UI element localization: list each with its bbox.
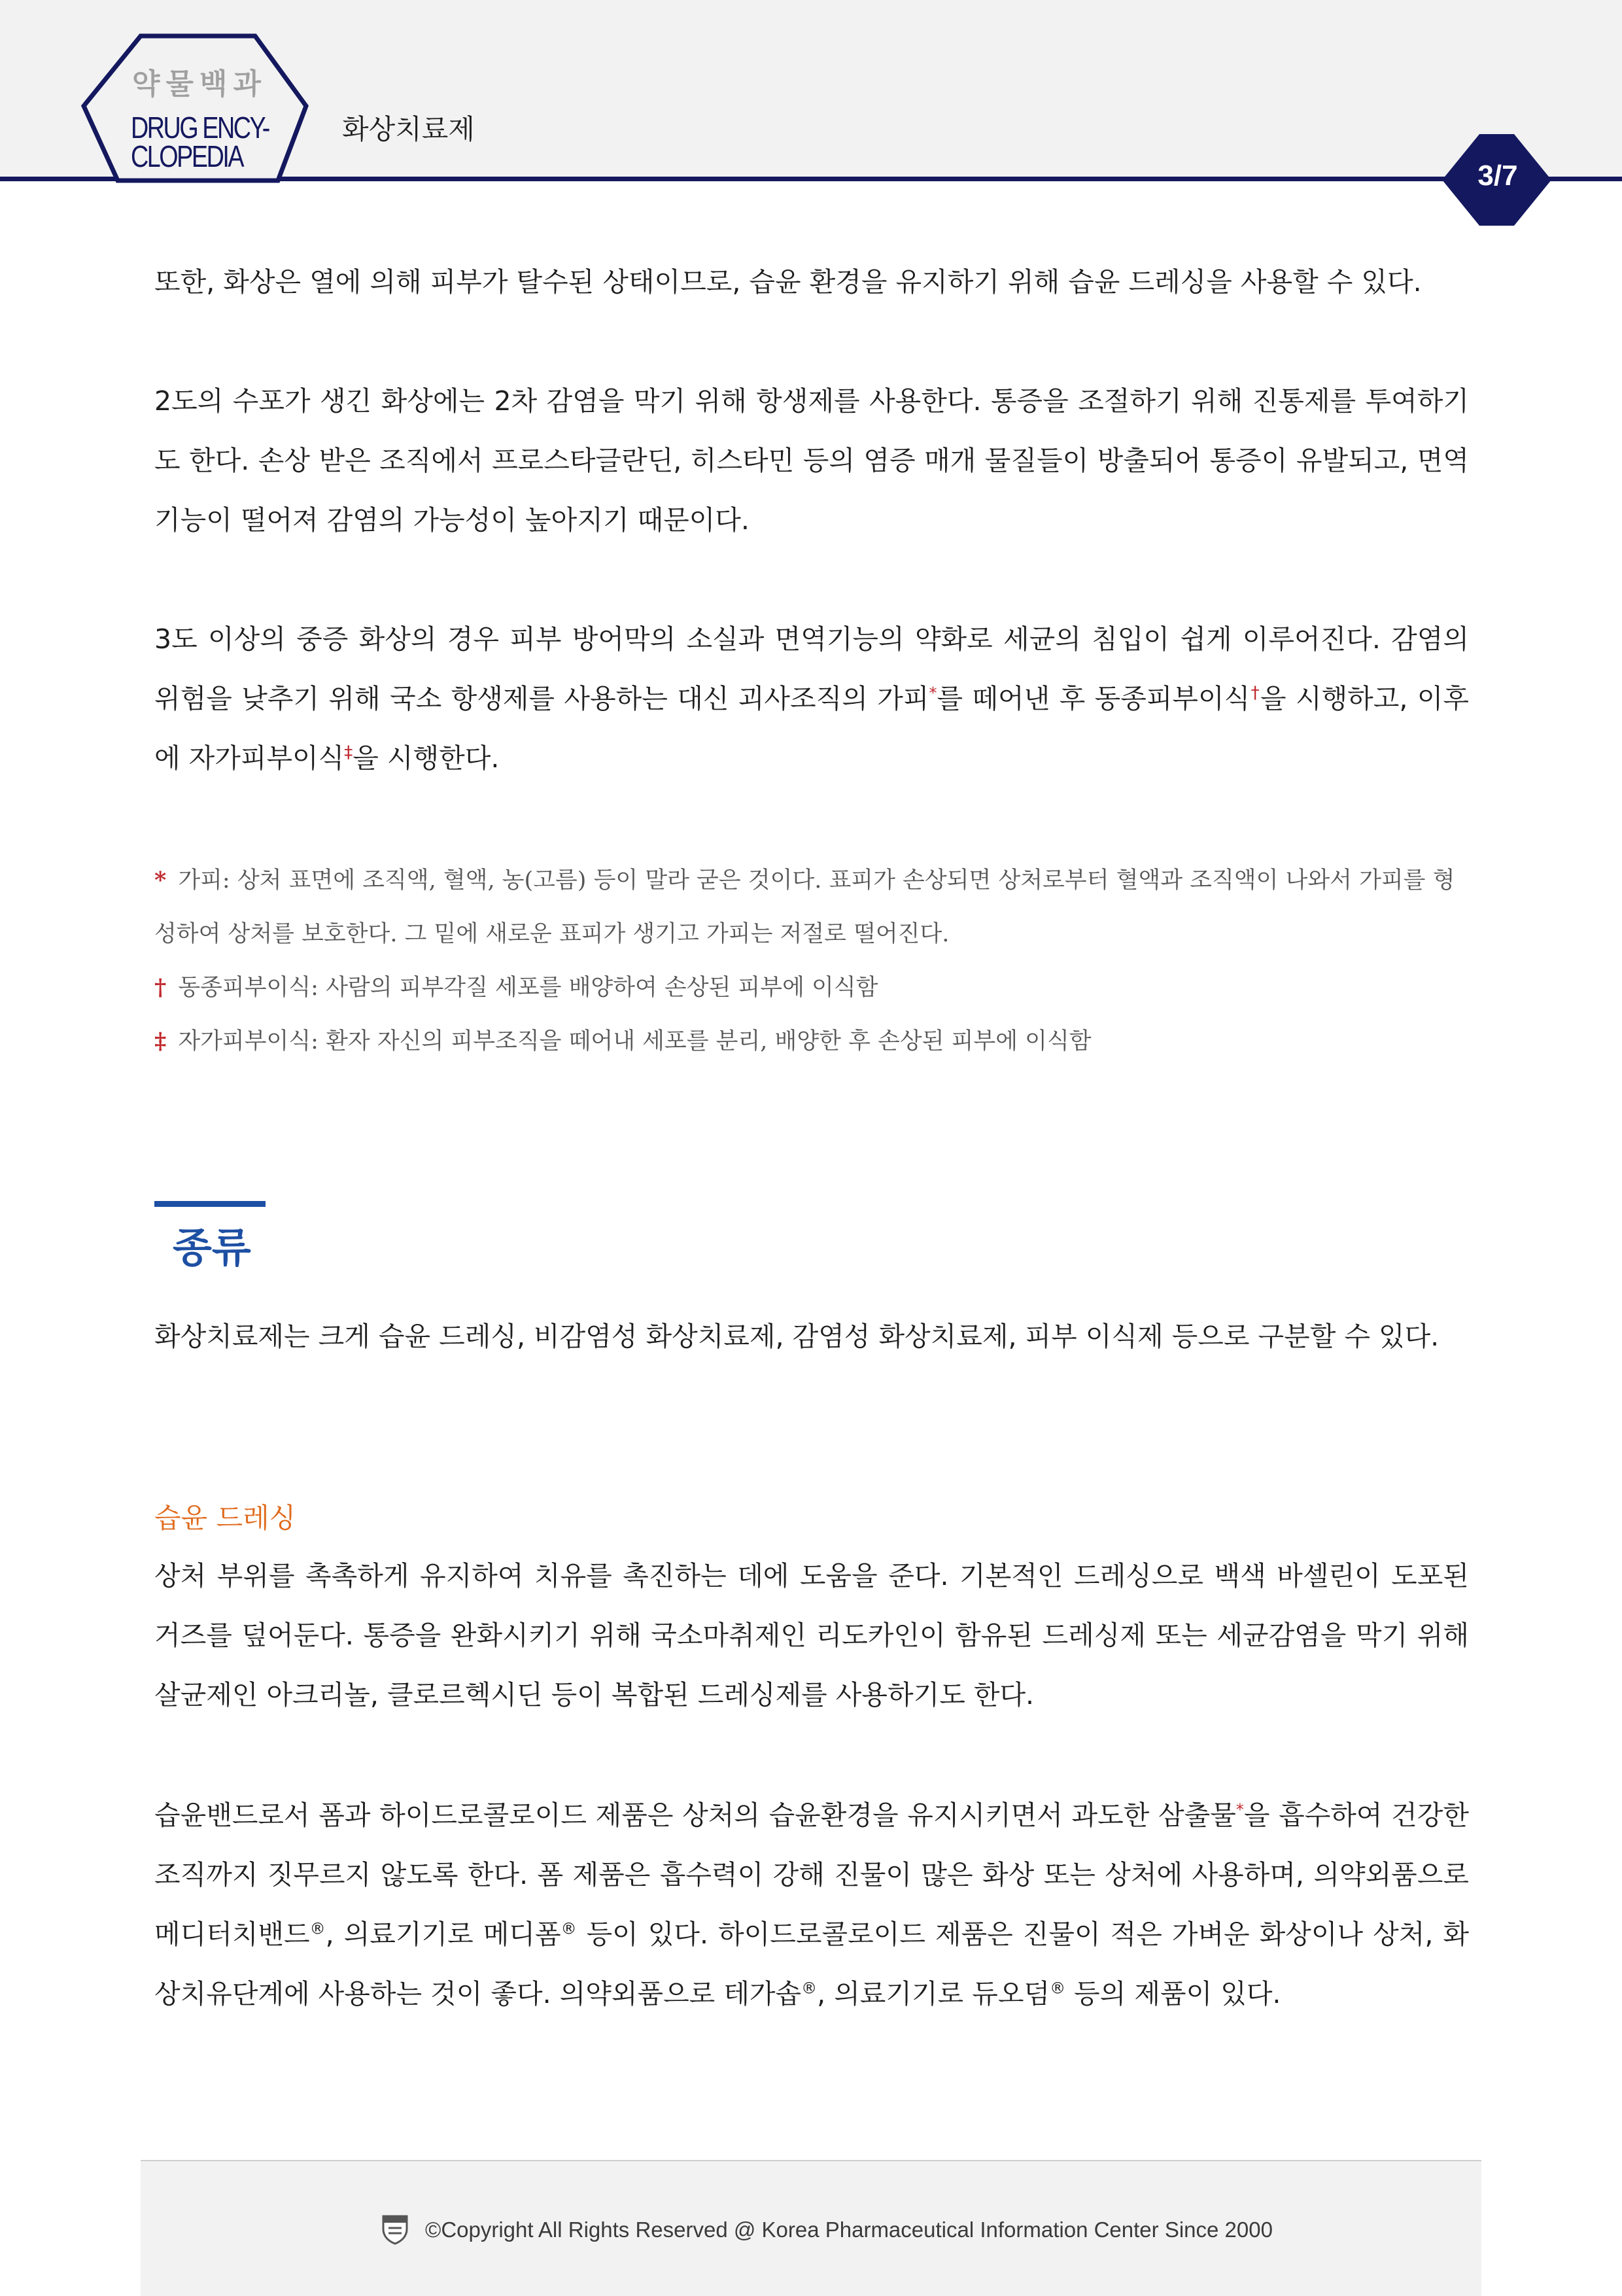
paragraph-moist-dressing: 상처 부위를 촉촉하게 유지하여 치유를 촉진하는 데에 도움을 준다. 기본적인 드레싱으로 백색 바셀린이 도포된 거즈를 덮어둔다. 통증을 완화시키기 위해 국소마취제인 리도카인이 함유된 드레싱제 또는 세균감염을 막기 위해 살균제인 아크리놀, 클로르헥시딘 등이 복합된 드레싱제를 사용하기도 한다. <box>154 1560 1469 1711</box>
footnotes <box>154 854 1469 1068</box>
footnote-autograft <box>154 1015 1469 1068</box>
shield-logo-icon <box>381 2212 409 2245</box>
p3-part-b: 를 떼어낸 후 동종피부이식 <box>937 683 1251 714</box>
footnote-mark: † <box>154 974 167 1001</box>
p3-part-a: 3도 이상의 중증 화상의 경우 피부 방어막의 소실과 면역기능의 약화로 세균의 침입이 쉽게 이루어진다. 감염의 위험을 낮추기 위해 국소 항생제를 사용하는 대신 괴사조직의 가피 <box>154 623 1469 714</box>
footnote-mark: ‡ <box>154 1028 167 1054</box>
s2-part-d: 등이 있다. 하이드로콜로이드 제품은 진물이 적은 가벼운 화상이나 상처, 화상치유단계에 사용하는 것이 좋다. 의약외품으로 테가솝 <box>154 1919 1469 2009</box>
section-accent-bar <box>154 1201 266 1207</box>
logo-korean-text: 약물백과 <box>132 67 267 101</box>
logo-english-line2: CLOPEDIA <box>131 139 243 173</box>
footnote-mark: * <box>154 867 167 894</box>
paragraph-moist-environment: 또한, 화상은 열에 의해 피부가 탈수된 상태이므로, 습윤 환경을 유지하기 위해 습윤 드레싱을 사용할 수 있다. <box>154 266 1422 298</box>
registered-mark: ® <box>309 1919 326 1938</box>
registered-mark: ® <box>1050 1979 1066 1998</box>
asterisk-mark: * <box>929 684 937 703</box>
page-indicator: 3/7 <box>1477 160 1518 192</box>
s2-part-b: 을 흡수하여 건강한 조직까지 짓무르지 않도록 한다. 폼 제품은 흡수력이 강해 진물이 많은 화상 또는 상처에 사용하며, 의약외품으로 메디터치밴드 <box>154 1800 1469 1950</box>
subsection-title: 습윤 드레싱 <box>154 1502 296 1534</box>
footnote-eschar <box>154 854 1469 961</box>
section-title: 종류 <box>173 1224 251 1272</box>
s2-part-a: 습윤밴드로서 폼과 하이드로콜로이드 제품은 상처의 습윤환경을 유지시키면서 과도한 삼출물 <box>154 1800 1236 1831</box>
asterisk-mark: * <box>1235 1800 1244 1819</box>
footnote-text: 자가피부이식: 환자 자신의 피부조직을 떼어내 세포를 분리, 배양한 후 손상된 피부에 이식함 <box>178 1028 1092 1054</box>
s2-part-c: , 의료기기로 메디폼 <box>325 1919 561 1950</box>
logo-english-line1: DRUG ENCY- <box>131 111 269 145</box>
paragraph-second-degree: 2도의 수포가 생긴 화상에는 2차 감염을 막기 위해 항생제를 사용한다. 통증을 조절하기 위해 진통제를 투여하기도 한다. 손상 받은 조직에서 프로스타글란딘, 히스타민 등의 염증 매개 물질들이 방출되어 통증이 유발되고, 면역기능이 떨어져 감염의 가능성이 높아지기 때문이다. <box>154 385 1469 536</box>
section-intro: 화상치료제는 크게 습윤 드레싱, 비감염성 화상치료제, 감염성 화상치료제, 피부 이식제 등으로 구분할 수 있다. <box>154 1321 1440 1352</box>
footnote-allograft <box>154 961 1469 1015</box>
copyright-text: ©Copyright All Rights Reserved @ Korea Pharmaceutical Information Center Since 2000 <box>425 2218 1273 2242</box>
paragraph-foam-hydrocolloid <box>154 1786 1469 2024</box>
s2-part-e: , 의료기기로 듀오덤 <box>817 1978 1050 2009</box>
paragraph-third-degree <box>154 610 1469 788</box>
footnote-text: 동종피부이식: 사람의 피부각질 세포를 배양하여 손상된 피부에 이식함 <box>178 975 878 1001</box>
registered-mark: ® <box>561 1919 577 1938</box>
document-title: 화상치료제 <box>342 113 475 145</box>
p3-part-d: 을 시행한다. <box>353 742 500 774</box>
p3-part-c: 을 시행하고, 이후에 자가피부이식 <box>154 683 1470 774</box>
footnote-text: 가피: 상처 표면에 조직액, 혈액, 농(고름) 등이 말라 굳은 것이다. 표피가 손상되면 상처로부터 혈액과 조직액이 나와서 가피를 형성하여 상처를 보호한다. 그 밑에 새로운 표피가 생기고 가피는 저절로 떨어진다. <box>154 867 1455 947</box>
dagger-mark: † <box>1250 683 1260 703</box>
registered-mark: ® <box>801 1979 818 1998</box>
double-dagger-mark: ‡ <box>344 742 353 763</box>
s2-part-f: 등의 제품이 있다. <box>1065 1978 1281 2009</box>
